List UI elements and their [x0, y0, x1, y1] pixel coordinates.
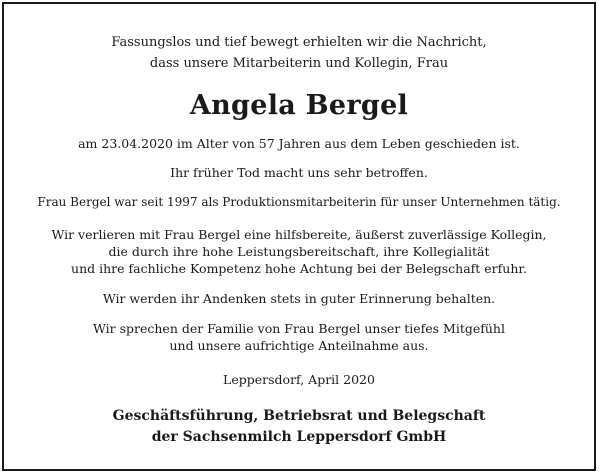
intro-text — [4, 32, 594, 74]
shock-text: Ihr früher Tod macht uns sehr betroffen. — [170, 165, 428, 180]
obituary-notice — [4, 4, 594, 469]
condolence-text — [4, 320, 594, 354]
signature-block — [4, 406, 594, 448]
intro-line: dass unsere Mitarbeiterin und Kollegin, Frau — [149, 56, 449, 71]
tribute-text — [4, 226, 594, 277]
memory-text: Wir werden ihr Andenken stets in guter Erinnerung behalten. — [102, 291, 496, 306]
tribute-line: die durch ihre hohe Leistungsbereitschaft, ihre Kollegialität — [108, 244, 490, 259]
tribute-line: Wir verlieren mit Frau Bergel eine hilfsbereite, äußerst zuverlässige Kollegin, — [51, 227, 547, 242]
signature-line: der Sachsenmilch Leppersdorf GmbH — [151, 429, 447, 445]
condolence-line: Wir sprechen der Familie von Frau Bergel unser tiefes Mitgefühl — [93, 321, 505, 336]
employment-text: Frau Bergel war seit 1997 als Produktionsmitarbeiterin für unser Unternehmen tätig. — [37, 195, 561, 209]
intro-line: Fassungslos und tief bewegt erhielten wir die Nachricht, — [111, 35, 487, 50]
signature-line: Geschäftsführung, Betriebsrat und Belegschaft — [112, 408, 486, 424]
tribute-line: und ihre fachliche Kompetenz hohe Achtung bei der Belegschaft erfuhr. — [71, 261, 527, 276]
place-date: Leppersdorf, April 2020 — [223, 372, 375, 387]
deceased-name: Angela Bergel — [189, 90, 409, 121]
condolence-line: und unsere aufrichtige Anteilnahme aus. — [169, 338, 429, 353]
death-notice-text: am 23.04.2020 im Alter von 57 Jahren aus dem Leben geschieden ist. — [78, 136, 520, 151]
